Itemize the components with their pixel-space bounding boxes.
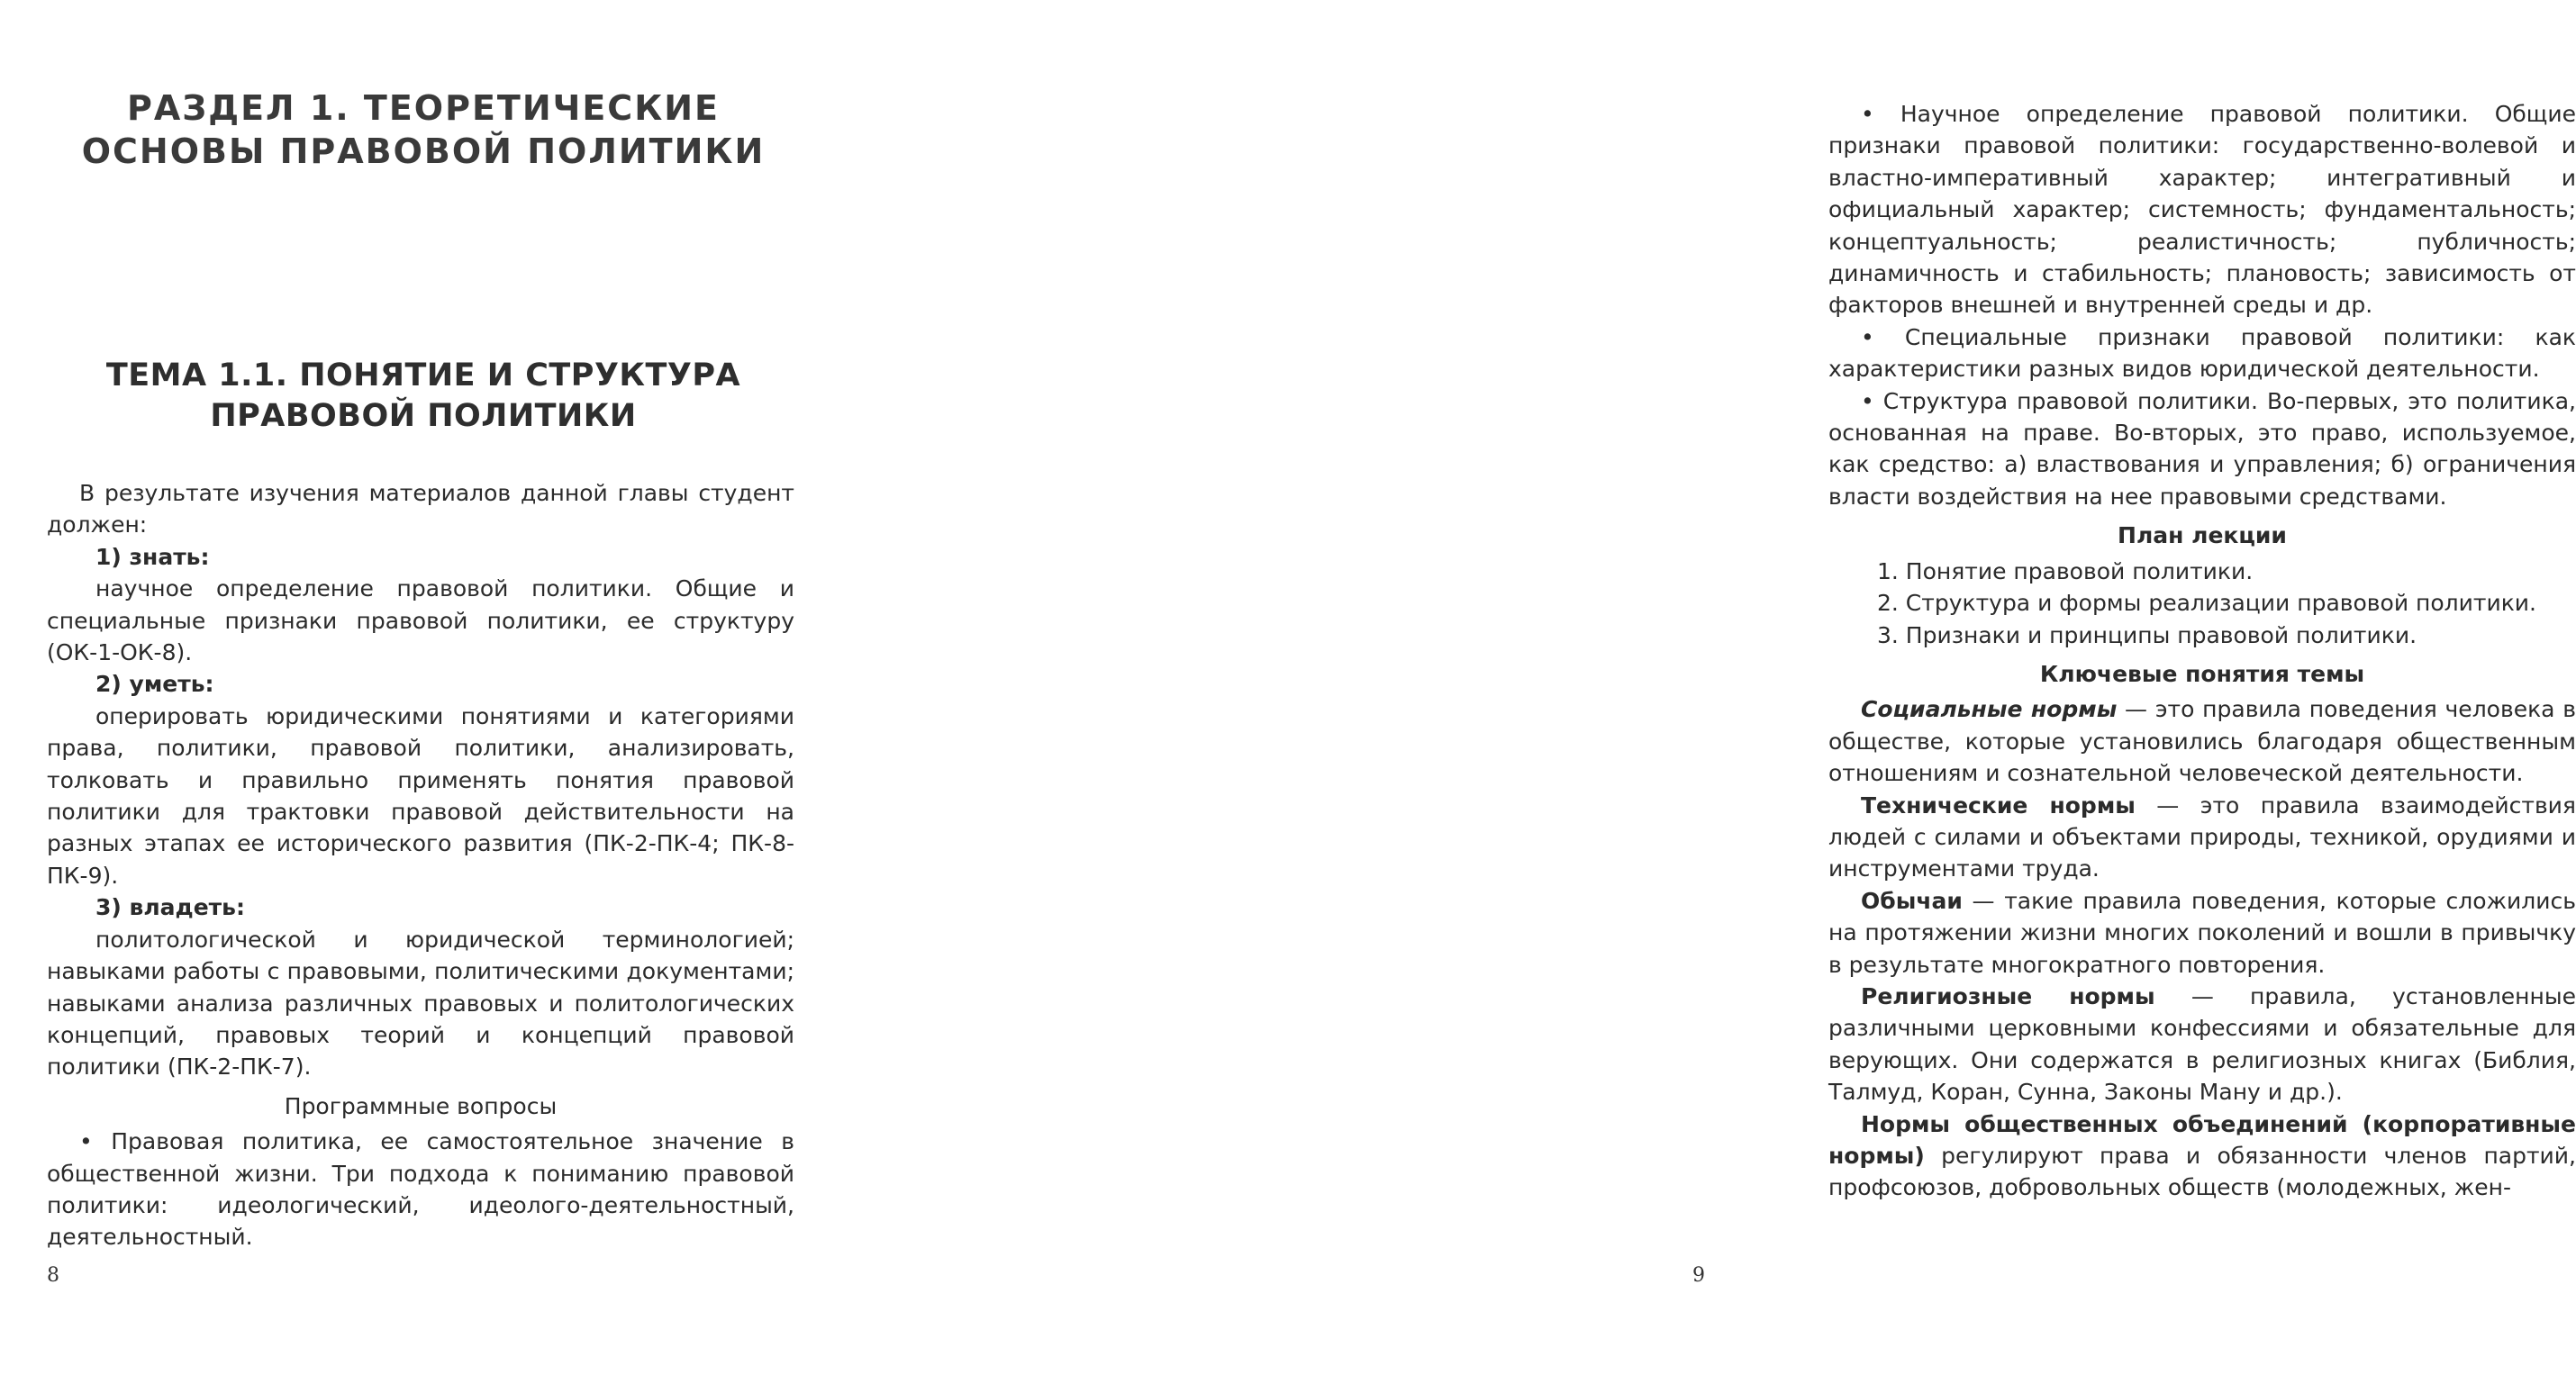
left-body-text	[47, 477, 794, 1253]
left-page	[0, 0, 870, 1375]
concept-1	[1828, 693, 2576, 789]
plan-item: 3. Признаки и принципы правовой политики.	[1877, 621, 2417, 648]
concept-3	[1828, 885, 2576, 981]
concept-3-definition: — такие правила поведения, которые сложились на протяжении жизни многих поколений и вошли в привычку в результате многократного повторения.	[1828, 887, 2576, 978]
can-label-text: 2) уметь:	[95, 671, 214, 698]
concept-5-definition: регулируют права и обязанности членов партий, профсоюзов, добровольных обществ (молодежных, жен-	[1828, 1143, 2576, 1201]
concept-4-definition: — правила, установленные различными церковными конфессиями и обязательные для верующих. Они содержатся в религиозных книгах (Библия, Талмуд, Коран, Сунна, Законы Ману и др.).	[1828, 982, 2576, 1106]
concept-4	[1828, 981, 2576, 1108]
concepts-heading: Ключевые понятия темы	[2039, 660, 2365, 687]
plan-heading: План лекции	[2118, 522, 2287, 549]
know-label	[47, 541, 794, 573]
concept-5-term: Нормы общественных объединений (корпоративные нормы)	[1828, 1110, 2576, 1169]
concept-2-term: Технические нормы	[1861, 792, 2136, 819]
can-text: оперировать юридическими понятиями и категориями права, политики, правовой политики, анализировать, толковать и правильно применять понятия правовой политики для трактовки правовой действительности на разных этапах ее исторического развития (ПК-2-ПК-4; ПК-8-ПК-9).	[47, 702, 794, 889]
right-body-text	[1828, 98, 2576, 1204]
page-number-left: 8	[47, 1264, 59, 1287]
concept-1-definition: — это правила поведения человека в обществе, которые установились благодаря общественным отношениям и сознательной человеческой деятельности.	[1828, 696, 2576, 787]
topic-title	[45, 356, 802, 437]
concept-3-term: Обычаи	[1861, 887, 1963, 914]
bullet-3: • Структура правовой политики. Во-первых, это политика, основанная на праве. Во-вторых, это право, используемое, как средство: а) властвования и управления; б) ограничения власти воздействия на нее правовыми средствами.	[1828, 387, 2576, 510]
know-label-text: 1) знать:	[95, 543, 210, 570]
bullet-2: • Специальные признаки правовой политики: как характеристики разных видов юридической деятельности.	[1828, 323, 2576, 383]
concept-1-term: Социальные нормы	[1861, 696, 2118, 723]
concept-2-definition: — это правила взаимодействия людей с силами и объектами природы, техникой, орудиями и инструментами труда.	[1828, 792, 2576, 882]
section-title-line-1: РАЗДЕЛ 1. ТЕОРЕТИЧЕСКИЕ	[126, 88, 721, 128]
own-label	[47, 891, 794, 923]
plan-item: 1. Понятие правовой политики.	[1877, 557, 2254, 584]
can-label	[47, 668, 794, 700]
intro-paragraph: В результате изучения материалов данной главы студент должен:	[47, 480, 794, 538]
program-item-1: • Правовая политика, ее самостоятельное значение в общественной жизни. Три подхода к пониманию правовой политики: идеологический, идеолого-деятельностный, деятельностный.	[47, 1128, 794, 1251]
topic-title-line-2: ПРАВОВОЙ ПОЛИТИКИ	[210, 398, 637, 434]
topic-title-line-1: ТЕМА 1.1. ПОНЯТИЕ И СТРУКТУРА	[105, 357, 741, 394]
bullet-1: • Научное определение правовой политики. Общие признаки правовой политики: государственно-волевой и властно-императивный характер; интегративный и официальный характер; системность; фундаментальность; концептуальность; реалистичность; публичность; динамичность и стабильность; плановость; зависимость от факторов внешней и внутренней среды и др.	[1828, 101, 2576, 319]
right-page	[870, 0, 2576, 1375]
concept-2	[1828, 790, 2576, 885]
section-title-line-2: ОСНОВЫ ПРАВОВОЙ ПОЛИТИКИ	[81, 131, 766, 171]
own-label-text: 3) владеть:	[95, 894, 245, 921]
know-text: научное определение правовой политики. Общие и специальные признаки правовой политики, ее структуру (ОК-1-ОК-8).	[47, 575, 794, 666]
plan-item: 2. Структура и формы реализации правовой политики.	[1877, 590, 2536, 617]
concept-5	[1828, 1108, 2576, 1204]
own-text: политологической и юридической терминологией; навыками работы с правовыми, политическими документами; навыками анализа различных правовых и политологических концепций, правовых теорий и концепций правовой политики (ПК-2-ПК-7).	[47, 926, 794, 1081]
page-number-right: 9	[1692, 1264, 1705, 1287]
concept-4-term: Религиозные нормы	[1861, 982, 2155, 1009]
section-title	[45, 86, 802, 173]
program-heading: Программные вопросы	[284, 1092, 558, 1119]
plan-list	[1828, 556, 2576, 651]
